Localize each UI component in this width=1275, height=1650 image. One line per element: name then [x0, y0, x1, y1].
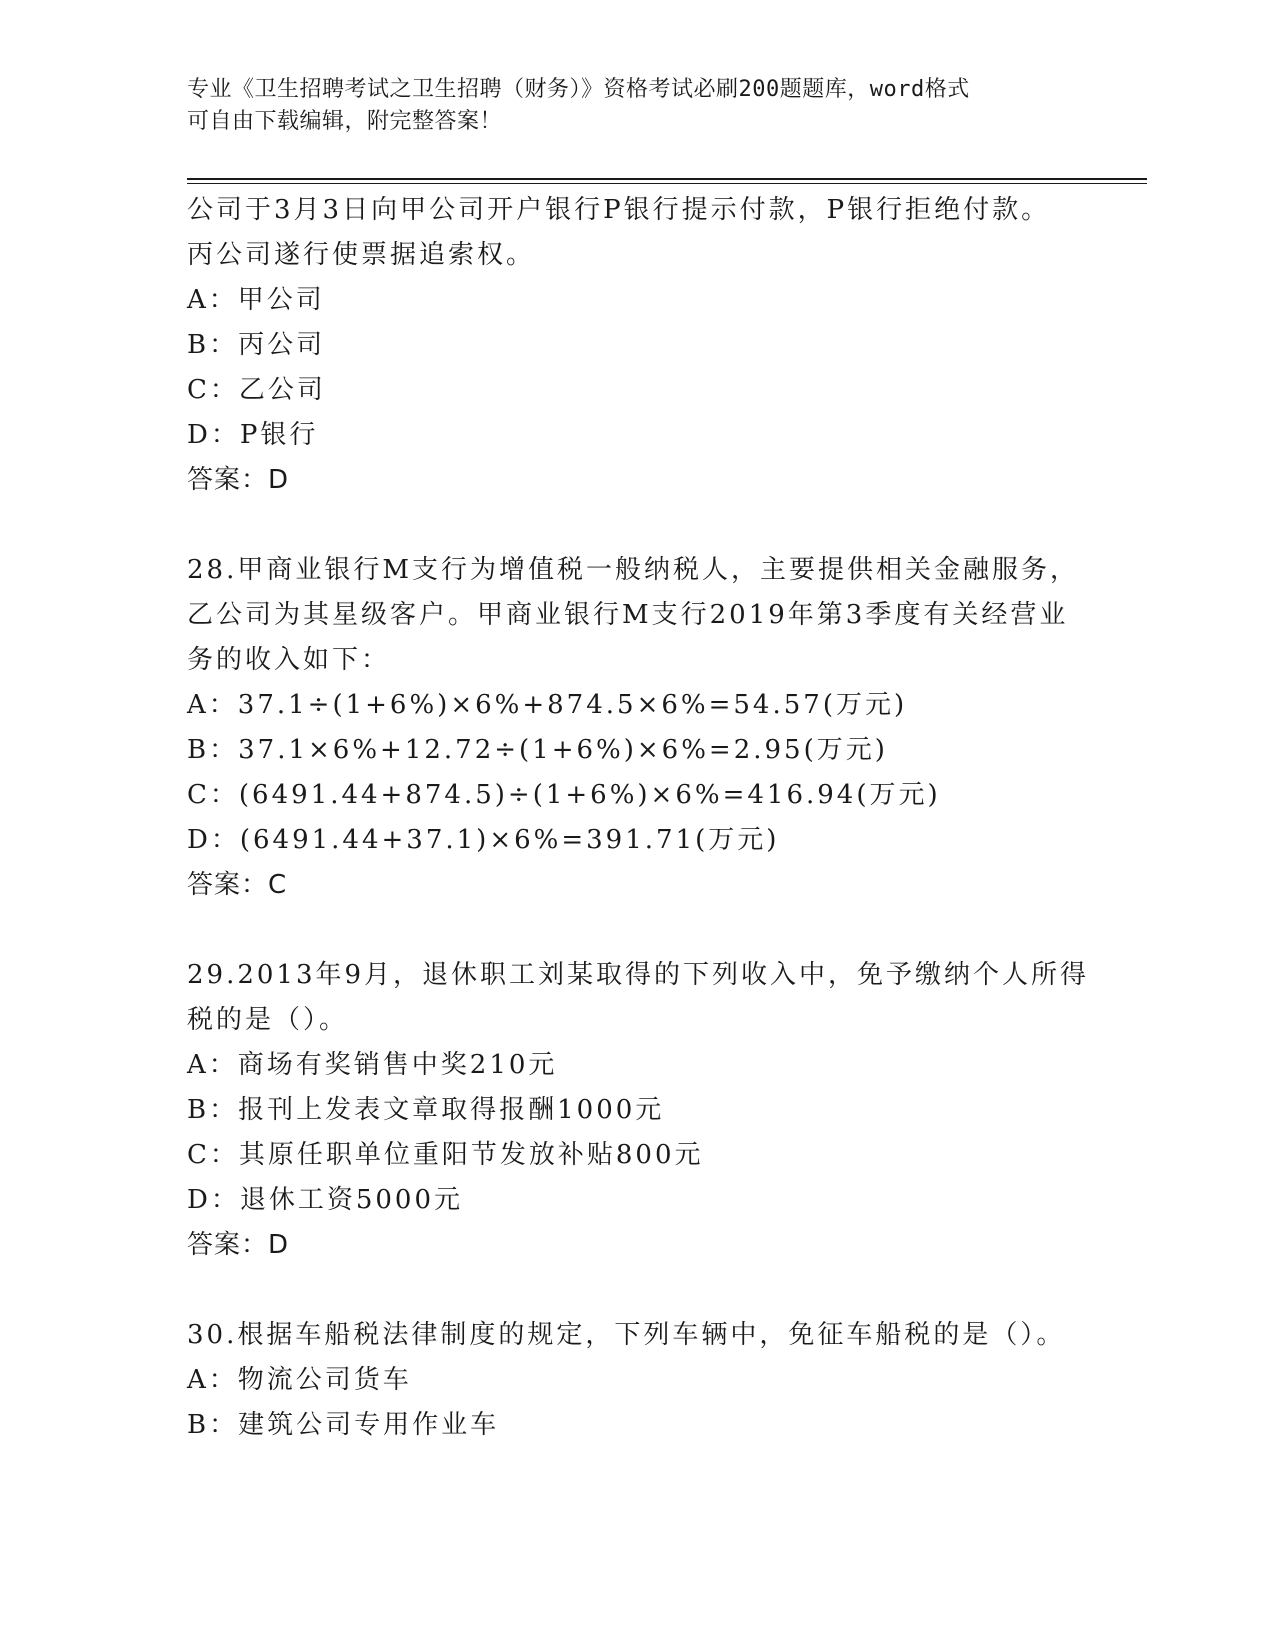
option-b: B：报刊上发表文章取得报酬1000元: [187, 1095, 665, 1125]
question-block: [187, 188, 1107, 503]
question-text-line: 30.根据车船税法律制度的规定，下列车辆中，免征车船税的是（）。: [187, 1320, 1066, 1350]
header-rule-thin: [187, 183, 1147, 184]
question-list: [187, 188, 1107, 1448]
header-line-2: 可自由下载编辑，附完整答案！: [187, 109, 503, 134]
block-spacer: [187, 1268, 1107, 1313]
option-b: B：建筑公司专用作业车: [187, 1410, 500, 1440]
option-a: A：甲公司: [187, 285, 325, 315]
question-text-line: 税的是（）。: [187, 1005, 349, 1035]
document-header: [187, 74, 1087, 138]
option-b: B：丙公司: [187, 330, 326, 360]
question-text-line: 丙公司遂行使票据追索权。: [187, 240, 536, 270]
question-text-line: 28.甲商业银行M支行为增值税一般纳税人，主要提供相关金融服务，: [187, 555, 1079, 585]
option-c: C：乙公司: [187, 375, 326, 405]
block-spacer: [187, 908, 1107, 953]
question-text-line: 务的收入如下：: [187, 645, 391, 675]
option-c: C：其原任职单位重阳节发放补贴800元: [187, 1140, 704, 1170]
answer-line: 答案：D: [187, 465, 290, 495]
answer-line: 答案：C: [187, 870, 288, 900]
header-rule-thick: [187, 178, 1147, 180]
block-spacer: [187, 503, 1107, 548]
option-d: D：(6491.44+37.1)×6%=391.71(万元): [187, 825, 780, 855]
option-a: A：物流公司货车: [187, 1365, 412, 1395]
header-line-1: 专业《卫生招聘考试之卫生招聘（财务）》资格考试必刷200题题库，word格式: [187, 77, 970, 102]
option-a: A：商场有奖销售中奖210元: [187, 1050, 558, 1080]
question-text-line: 29.2013年9月，退休职工刘某取得的下列收入中，免予缴纳个人所得: [187, 960, 1090, 990]
option-d: D：退休工资5000元: [187, 1185, 464, 1215]
question-text-line: 乙公司为其星级客户。甲商业银行M支行2019年第3季度有关经营业: [187, 600, 1069, 630]
question-block: [187, 548, 1107, 908]
option-b: B：37.1×6%+12.72÷(1+6%)×6%=2.95(万元): [187, 735, 888, 765]
option-a: A：37.1÷(1+6%)×6%+874.5×6%=54.57(万元): [187, 690, 908, 720]
option-d: D：P银行: [187, 420, 319, 450]
answer-line: 答案：D: [187, 1230, 290, 1260]
option-c: C：(6491.44+874.5)÷(1+6%)×6%=416.94(万元): [187, 780, 941, 810]
question-block: [187, 1313, 1107, 1448]
question-text-line: 公司于3月3日向甲公司开户银行P银行提示付款，P银行拒绝付款。: [187, 195, 1051, 225]
question-block: [187, 953, 1107, 1268]
